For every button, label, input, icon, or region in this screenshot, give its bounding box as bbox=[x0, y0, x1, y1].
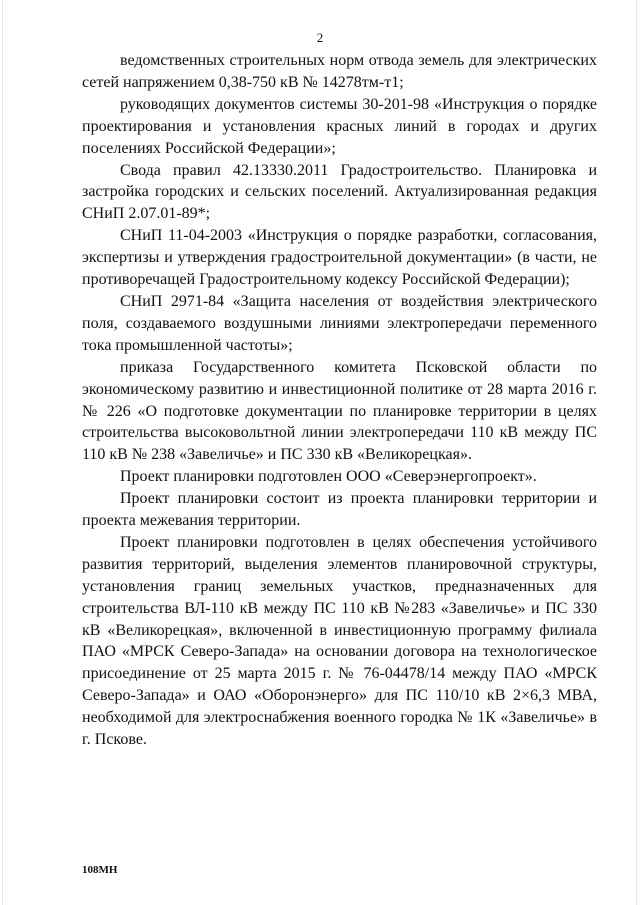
paragraph-snip-11-04: СНиП 11-04-2003 «Инструкция о порядке разработки, согласования, экспертизы и утверждения градостроительной документации» (в части, не противоречащей Градостроительному кодексу Российской Федерации); bbox=[82, 227, 597, 289]
paragraph-rd: руководящих документов системы 30-201-98 «Инструкция о порядке проектирования и установления красных линий в городах и других поселениях Российской Федерации»; bbox=[82, 95, 597, 157]
document-body bbox=[82, 50, 597, 751]
paragraph-preparer: Проект планировки подготовлен ООО «Северэнергопроект». bbox=[120, 468, 537, 486]
page-number: 2 bbox=[316, 30, 324, 45]
scan-edge-left bbox=[2, 0, 3, 905]
paragraph-composition: Проект планировки состоит из проекта планировки территории и проекта межевания территории. bbox=[82, 490, 597, 530]
paragraph-order: приказа Государственного комитета Псковской области по экономическому развитию и инвестиционной политике от 28 марта 2016 г. № 226 «О подготовке документации по планировке территории в целях строительства высоковольтной линии электропередачи 110 кВ между ПС 110 кВ № 238 «Завеличье» и ПС 330 кВ «Великорецкая». bbox=[82, 358, 597, 464]
paragraph-purpose: Проект планировки подготовлен в целях обеспечения устойчивого развития территорий, выделения элементов планировочной структуры, установления границ земельных участков, предназначенных для строительства ВЛ-110 кВ между ПС 110 кВ №283 «Завеличье» и ПС 330 кВ «Великорецкая», включенной в инвестиционную программу филиала ПАО «МРСК Северо-Запада» на основании договора на технологическое присоединение от 25 марта 2015 г. № 76-04478/14 между ПАО «МРСК Северо-Запада» и ОАО «Оборонэнерго» для ПС 110/10 кВ 2×6,3 МВА, необходимой для электроснабжения военного городка № 1К «Завеличье» в г. Пскове. bbox=[82, 533, 597, 749]
footer-code: 108МН bbox=[82, 864, 118, 876]
scan-edge-right bbox=[636, 0, 637, 905]
paragraph-vsn: ведомственных строительных норм отвода земель для электрических сетей напряжением 0,38-750 кВ № 14278тм-т1; bbox=[82, 52, 597, 91]
paragraph-snip-2971: СНиП 2971-84 «Защита населения от воздействия электрического поля, создаваемого воздушными линиями электропередачи переменного тока промышленной частоты»; bbox=[82, 292, 597, 354]
paragraph-sp: Свода правил 42.13330.2011 Градостроительство. Планировка и застройка городских и сельских поселений. Актуализированная редакция СНиП 2.07.01-89*; bbox=[82, 161, 597, 223]
